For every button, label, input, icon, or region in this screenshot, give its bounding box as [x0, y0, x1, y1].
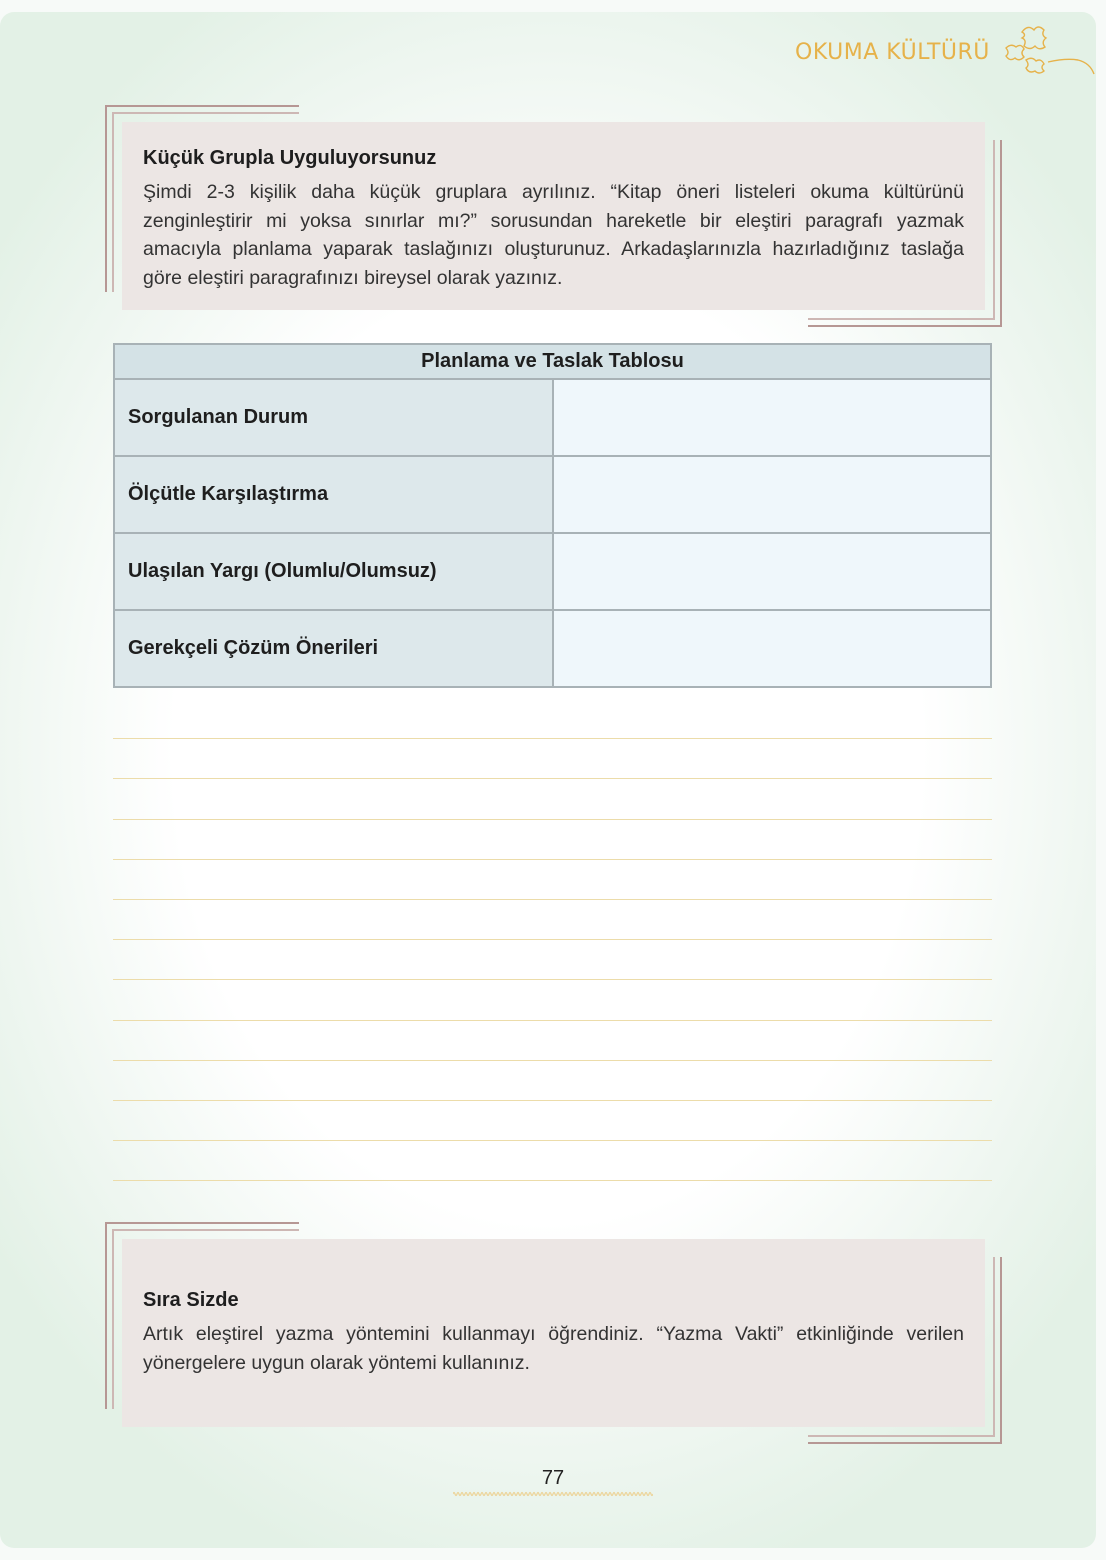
- writing-line[interactable]: [113, 779, 992, 819]
- answer-cell-sorgulanan-durum[interactable]: [553, 379, 992, 456]
- section-title: OKUMA KÜLTÜRÜ: [795, 40, 990, 65]
- table-row: [114, 456, 991, 533]
- row-label-olcutle-karsilastirma: Ölçütle Karşılaştırma: [114, 456, 553, 533]
- writing-line[interactable]: [113, 1021, 992, 1061]
- answer-cell-olcutle-karsilastirma[interactable]: [553, 456, 992, 533]
- table-row: [114, 610, 991, 687]
- row-label-sorgulanan-durum: Sorgulanan Durum: [114, 379, 553, 456]
- answer-cell-gerekceli-cozum[interactable]: [553, 610, 992, 687]
- writing-line[interactable]: [113, 980, 992, 1020]
- writing-line[interactable]: [113, 820, 992, 860]
- puzzle-piece-icon: [1000, 22, 1096, 82]
- row-label-ulasilan-yargi: Ulaşılan Yargı (Olumlu/Olumsuz): [114, 533, 553, 610]
- your-turn-box: [122, 1239, 985, 1427]
- wave-ornament: [453, 1490, 653, 1498]
- group-task-text: Şimdi 2-3 kişilik daha küçük gruplara ayrılınız. “Kitap öneri listeleri okuma kültürünü zenginleştirir mi yoksa sınırlar mı?” sorusundan hareketle bir eleştiri paragrafı yazmak amacıyla planlama yaparak taslağınızı oluşturunuz. Arkadaşlarınızla hazırladığınız taslağa göre eleştiri paragrafınızı bireysel olarak yazınız.: [143, 181, 964, 289]
- table-title: Planlama ve Taslak Tablosu: [114, 344, 991, 379]
- writing-line[interactable]: [113, 739, 992, 779]
- writing-line[interactable]: [113, 1101, 992, 1141]
- writing-line[interactable]: [113, 1061, 992, 1101]
- answer-cell-ulasilan-yargi[interactable]: [553, 533, 992, 610]
- table-row: [114, 533, 991, 610]
- group-task-box: [122, 122, 985, 310]
- writing-line[interactable]: [113, 900, 992, 940]
- group-task-title: Küçük Grupla Uyguluyorsunuz: [143, 147, 437, 169]
- your-turn-text: Artık eleştirel yazma yöntemini kullanmayı öğrendiniz. “Yazma Vakti” etkinliğinde verilen yönergelere uygun olarak yöntemi kullanınız.: [143, 1323, 964, 1374]
- page-number: 77: [541, 1467, 565, 1489]
- your-turn-title: Sıra Sizde: [143, 1289, 239, 1311]
- writing-area[interactable]: [113, 699, 992, 1181]
- writing-line[interactable]: [113, 940, 992, 980]
- row-label-gerekceli-cozum: Gerekçeli Çözüm Önerileri: [114, 610, 553, 687]
- writing-line[interactable]: [113, 860, 992, 900]
- table-row: [114, 379, 991, 456]
- writing-line[interactable]: [113, 699, 992, 739]
- planning-table: [113, 343, 992, 688]
- writing-line[interactable]: [113, 1141, 992, 1181]
